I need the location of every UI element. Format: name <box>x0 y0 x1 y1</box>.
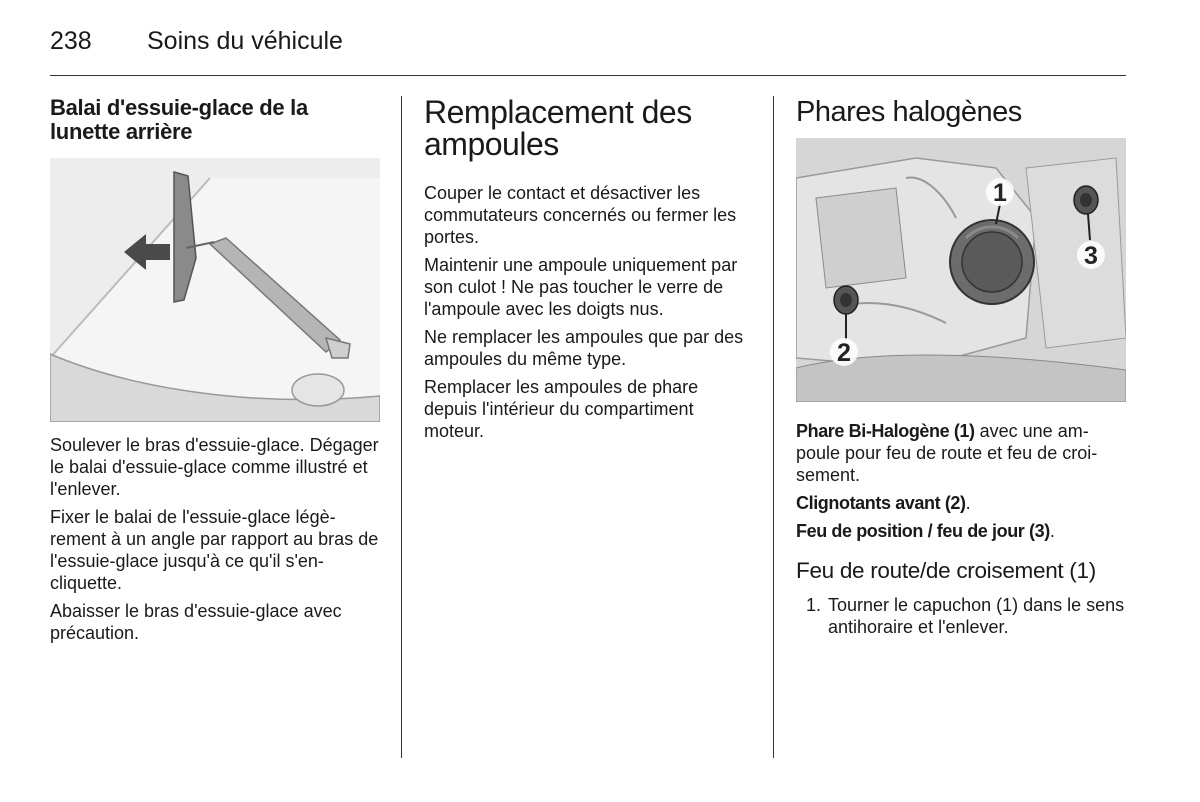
callout-label-2: 2 <box>837 339 851 367</box>
legend-item-text: . <box>1049 521 1055 541</box>
col1-paragraph: Abaisser le bras d'essuie-glace avec précaution. <box>50 601 342 643</box>
step-text: Tourner le capuchon (1) dans le sens antihoraire et l'enlever. <box>828 595 1125 637</box>
bulb-replacement-heading: Remplacement des ampoules <box>424 94 692 162</box>
legend-item-bold: Phare Bi-Halogène (1) <box>796 421 975 441</box>
legend-item <box>796 492 1126 514</box>
legend-item-text: . <box>965 493 971 513</box>
col2-paragraph: Maintenir une ampoule uniquement par son culot ! Ne pas toucher le verre de l'ampoule avec les doigts nus. <box>424 255 738 319</box>
step-number: 1. <box>806 595 822 615</box>
legend-item-bold: Feu de position / feu de jour (3) <box>796 521 1050 541</box>
rear-wiper-illustration <box>50 158 380 422</box>
legend-item-text: avec une ampoule pour feu de route et feu de croisement. <box>796 421 1098 485</box>
col2-paragraph: Couper le contact et désactiver les commutateurs concernés ou fermer les portes. <box>424 183 737 247</box>
page-number: 238 <box>50 27 92 55</box>
page-header <box>50 26 1126 76</box>
legend-item <box>796 520 1126 542</box>
col1-paragraph: Fixer le balai de l'essuie-glace légèrement à un angle par rapport au bras de l'essuie-glace jusqu'à ce qu'il s'encliquette. <box>50 507 379 593</box>
callout-label-3: 3 <box>1084 242 1098 270</box>
column-divider <box>401 96 402 758</box>
legend-item-bold: Clignotants avant (2) <box>796 493 966 513</box>
rear-wiper-heading: Balai d'essuie-glace de la lunette arrière <box>50 95 308 144</box>
halogen-heading: Phares halogènes <box>796 96 1022 128</box>
column-divider <box>773 96 774 758</box>
col1-paragraph: Soulever le bras d'essuie-glace. Dégager le balai d'essuie-glace comme illustré et l'enlever. <box>50 435 379 499</box>
legend-item <box>796 420 1126 486</box>
column-bulb-replacement <box>424 96 754 448</box>
column-rear-wiper <box>50 96 380 650</box>
section-title: Soins du véhicule <box>147 27 343 55</box>
step-item <box>796 594 1126 638</box>
low-high-beam-heading: Feu de route/de croisement (1) <box>796 558 1096 583</box>
step-list <box>796 594 1126 638</box>
callout-label-1: 1 <box>993 179 1007 207</box>
column-halogen-headlamps <box>796 96 1126 638</box>
col2-paragraph: Remplacer les ampoules de phare depuis l'intérieur du compartiment moteur. <box>424 377 699 441</box>
col2-paragraph: Ne remplacer les ampoules que par des ampoules du même type. <box>424 327 744 369</box>
headlamp-rear-illustration <box>796 138 1126 402</box>
